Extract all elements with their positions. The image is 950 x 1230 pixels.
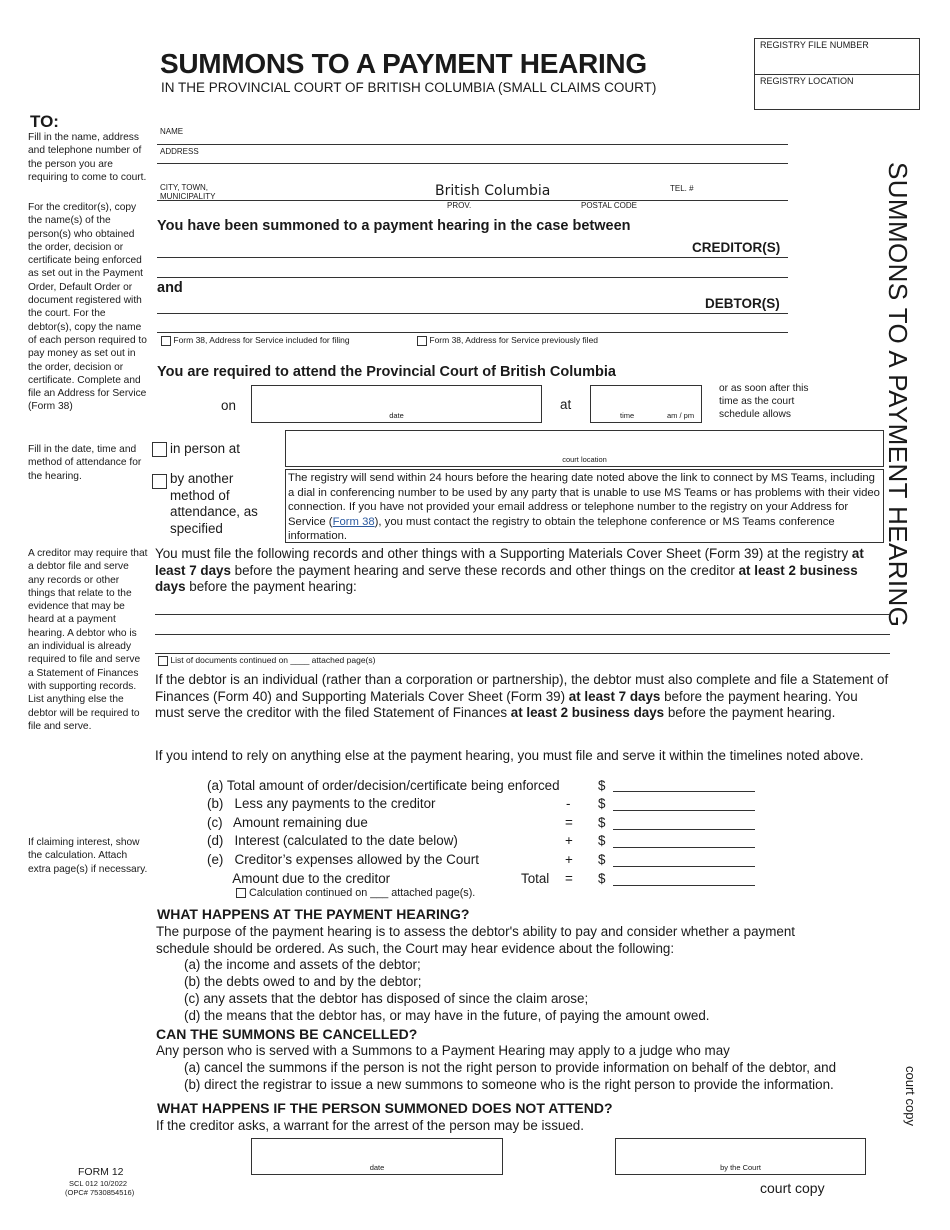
finances-text-e: before the payment hearing. <box>664 705 836 720</box>
sidebar-note-contact: Fill in the name, address and telephone number of the person you are requiring to come to court. <box>28 132 147 183</box>
signature-date-field[interactable] <box>251 1138 503 1175</box>
form38-filing-label: Form 38, Address for Service included for filing <box>173 335 350 345</box>
records-text-e: before the payment hearing: <box>185 579 357 594</box>
records-text-b: at least 7 days <box>155 546 864 578</box>
hearing-time-field[interactable] <box>590 385 702 423</box>
registry-file-number-field[interactable] <box>755 39 919 75</box>
calc-continued-label: Calculation continued on ___ attached page(s). <box>249 887 476 899</box>
name-label: NAME <box>160 127 184 136</box>
sidebar-note-parties: For the creditor(s), copy the name(s) of the person(s) who obtained the order, decision or certificate being enforced as set out in the Payment Order, Default Order or document registered with the court. For the debtor(s), copy the name of each person required to pay money as set out in the order, decision or certificate. Complete and file an Address for Service (Form 38) <box>28 202 147 413</box>
sidebar-note-records: A creditor may require that a debtor file and serve any records or other things that relate to the evidence that may be heard at a payment hearing. A debtor who is an individual is already required to file and serve a Statement of Finances with supporting records. List anything else the debtor will be required to file and serve. <box>28 548 148 732</box>
amount-field-d[interactable] <box>613 833 755 848</box>
amount-label-d: (d) Interest (calculated to the date below) <box>207 833 458 848</box>
amount-op-b: - <box>566 796 571 811</box>
cancel-heading: CAN THE SUMMONS BE CANCELLED? <box>156 1026 418 1042</box>
records-paragraph <box>155 546 890 596</box>
teams-text-2: ), you must contact the registry to obtain the telephone conference or MS Teams conference information. <box>288 515 835 542</box>
hearing-info-item-a: (a) the income and assets of the debtor; <box>184 957 421 972</box>
cancel-paragraph: Any person who is served with a Summons to a Payment Hearing may apply to a judge who may <box>156 1043 730 1058</box>
cancel-item-b: (b) direct the registrar to issue a new summons to someone who is the right person to provide the information. <box>184 1077 834 1092</box>
other-method-label: by another method of attendance, as specified <box>170 471 258 536</box>
not-attend-heading: WHAT HAPPENS IF THE PERSON SUMMONED DOES NOT ATTEND? <box>157 1100 613 1116</box>
time-label: time <box>620 411 635 420</box>
amount-currency-e: $ <box>598 852 606 867</box>
records-text-c: before the payment hearing and serve these records and other things on the creditor <box>230 562 739 578</box>
finances-text-d: at least 2 business days <box>510 705 665 720</box>
teams-info-box <box>285 469 884 543</box>
court-copy-label: court copy <box>760 1180 825 1196</box>
address-label: ADDRESS <box>160 147 199 156</box>
registry-file-number-label: REGISTRY FILE NUMBER <box>760 40 869 50</box>
in-person-label: in person at <box>170 441 240 456</box>
creditors-label: CREDITOR(S) <box>692 240 781 255</box>
amount-currency-d: $ <box>598 833 606 848</box>
records-text-a: You must file the following records and other things with a Supporting Materials Cover Sheet (Form 39) at the registry <box>155 546 852 561</box>
form38-prev-option[interactable] <box>417 335 598 346</box>
form38-prev-checkbox[interactable] <box>417 336 427 346</box>
and-label: and <box>157 280 183 296</box>
hearing-info-item-d: (d) the means that the debtor has, or may have in the future, of paying the amount owed. <box>184 1008 710 1023</box>
vertical-copy-label: court copy <box>903 1066 918 1126</box>
footer-date-label: date <box>369 1163 385 1172</box>
attend-heading: You are required to attend the Provincial Court of British Columbia <box>157 364 616 380</box>
in-person-checkbox[interactable] <box>152 442 167 457</box>
records-line-1[interactable] <box>155 613 890 615</box>
province-value[interactable]: British Columbia <box>435 183 551 199</box>
on-label: on <box>221 398 236 413</box>
hearing-info-heading: WHAT HAPPENS AT THE PAYMENT HEARING? <box>157 906 470 922</box>
finances-text-c: before the payment hearing. You must serve the creditor with the filed Statement of Finances <box>155 688 858 720</box>
list-continued-label: List of documents continued on ____ attached page(s) <box>170 655 376 665</box>
hearing-info-item-b: (b) the debts owed to and by the debtor; <box>184 974 422 989</box>
amount-label-e: (e) Creditor’s expenses allowed by the Court <box>207 852 479 867</box>
opc-number: (OPC# 7530854516) <box>65 1188 135 1197</box>
address-field[interactable] <box>157 146 788 164</box>
amount-field-c[interactable] <box>613 815 755 830</box>
records-line-2[interactable] <box>155 633 890 635</box>
amount-field-total[interactable] <box>613 871 755 886</box>
form38-filing-checkbox[interactable] <box>161 336 171 346</box>
finances-text-a: If the debtor is an individual (rather than a corporation or partnership), the debtor must also complete and file a Statement of Finances (Form 40) and Supporting Materials Cover Sheet (Form 39) <box>155 672 889 704</box>
debtors-field[interactable] <box>157 312 788 314</box>
calc-continued-option[interactable] <box>236 887 475 899</box>
calc-continued-checkbox[interactable] <box>236 888 246 898</box>
amount-currency-total: $ <box>598 871 606 886</box>
list-continued-checkbox[interactable] <box>158 656 168 666</box>
at-label: at <box>560 397 572 412</box>
name-field[interactable] <box>157 126 788 145</box>
form38-link[interactable]: Form 38 <box>332 515 375 528</box>
amount-op-e: + <box>565 852 573 867</box>
records-text-d: at least 2 business days <box>155 562 858 594</box>
hearing-info-paragraph: The purpose of the payment hearing is to assess the debtor's ability to pay and consider whether a payment schedule should be ordered. As such, the Court may hear evidence about the following: <box>156 924 795 956</box>
form38-prev-label: Form 38, Address for Service previously filed <box>429 335 599 345</box>
amount-field-a[interactable] <box>613 777 755 792</box>
city-label: CITY, TOWN, MUNICIPALITY <box>160 183 216 201</box>
amount-currency-c: $ <box>598 815 606 830</box>
creditors-field-2[interactable] <box>157 276 788 278</box>
teams-text-1: The registry will send within 24 hours before the hearing date noted above the link to connect by MS Teams, including a dial in conferencing number to be used by any party that is unable to use MS Teams or has problems with their video connection. If you have not provided your email address or telephone number to the registry on your Address for Service ( <box>288 472 880 528</box>
amount-currency-a: $ <box>598 778 606 793</box>
to-heading: TO: <box>30 112 59 131</box>
amount-total-label: Total <box>521 871 550 886</box>
as-soon-after-note: or as soon after this time as the court schedule allows <box>719 383 809 420</box>
hearing-info-item-c: (c) any assets that the debtor has disposed of since the claim arose; <box>184 991 589 1006</box>
registry-location-label: REGISTRY LOCATION <box>760 76 854 86</box>
scl-number: SCL 012 10/2022 <box>69 1179 128 1188</box>
amount-field-e[interactable] <box>613 852 755 867</box>
ampm-label: am / pm <box>667 411 695 420</box>
postal-code-label: POSTAL CODE <box>581 201 638 210</box>
tel-label: TEL. # <box>670 184 694 193</box>
form38-filing-option[interactable] <box>161 335 350 346</box>
list-continued-option[interactable] <box>158 655 375 666</box>
prov-label: PROV. <box>447 201 472 210</box>
debtors-field-2[interactable] <box>157 331 788 333</box>
parties-heading: You have been summoned to a payment hearing in the case between <box>157 218 631 234</box>
city-field[interactable] <box>157 180 788 201</box>
records-line-3[interactable] <box>155 652 890 654</box>
amount-label-b: (b) Less any payments to the creditor <box>207 796 436 811</box>
amount-op-total: = <box>565 871 573 886</box>
court-location-field[interactable] <box>285 430 884 467</box>
not-attend-paragraph: If the creditor asks, a warrant for the arrest of the person may be issued. <box>156 1118 584 1133</box>
sidebar-note-interest: If claiming interest, show the calculation. Attach extra page(s) if necessary. <box>28 837 148 875</box>
court-signature-field[interactable] <box>615 1138 866 1175</box>
registry-box <box>754 38 920 110</box>
form-subtitle: IN THE PROVINCIAL COURT OF BRITISH COLUMBIA (SMALL CLAIMS COURT) <box>161 80 657 95</box>
other-method-checkbox[interactable] <box>152 474 167 489</box>
debtors-label: DEBTOR(S) <box>705 296 780 311</box>
amount-op-d: + <box>565 833 573 848</box>
sidebar-note-attendance: Fill in the date, time and method of attendance for the hearing. <box>28 444 142 482</box>
amount-label-a: (a) Total amount of order/decision/certificate being enforced <box>207 778 560 793</box>
form-number: FORM 12 <box>78 1166 124 1178</box>
finances-text-b: at least 7 days <box>568 688 661 704</box>
date-label: date <box>389 411 404 420</box>
cancel-item-a: (a) cancel the summons if the person is not the right person to provide information on behalf of the debtor, and <box>184 1060 837 1075</box>
by-court-label: by the Court <box>720 1163 761 1172</box>
hearing-date-field[interactable] <box>251 385 542 423</box>
registry-location-field[interactable] <box>755 75 919 111</box>
amount-label-c: (c) Amount remaining due <box>207 815 368 830</box>
court-location-label: court location <box>562 455 607 464</box>
amount-op-c: = <box>565 815 573 830</box>
creditors-field[interactable] <box>157 256 788 258</box>
form-title: SUMMONS TO A PAYMENT HEARING <box>160 48 647 79</box>
amount-field-b[interactable] <box>613 796 755 811</box>
statement-of-finances-paragraph <box>155 672 890 722</box>
rely-paragraph: If you intend to rely on anything else at the payment hearing, you must file and serve it within the timelines noted above. <box>155 748 864 763</box>
vertical-title: SUMMONS TO A PAYMENT HEARING <box>883 162 913 628</box>
amount-label-total: Amount due to the creditor <box>207 871 391 886</box>
amount-currency-b: $ <box>598 796 606 811</box>
